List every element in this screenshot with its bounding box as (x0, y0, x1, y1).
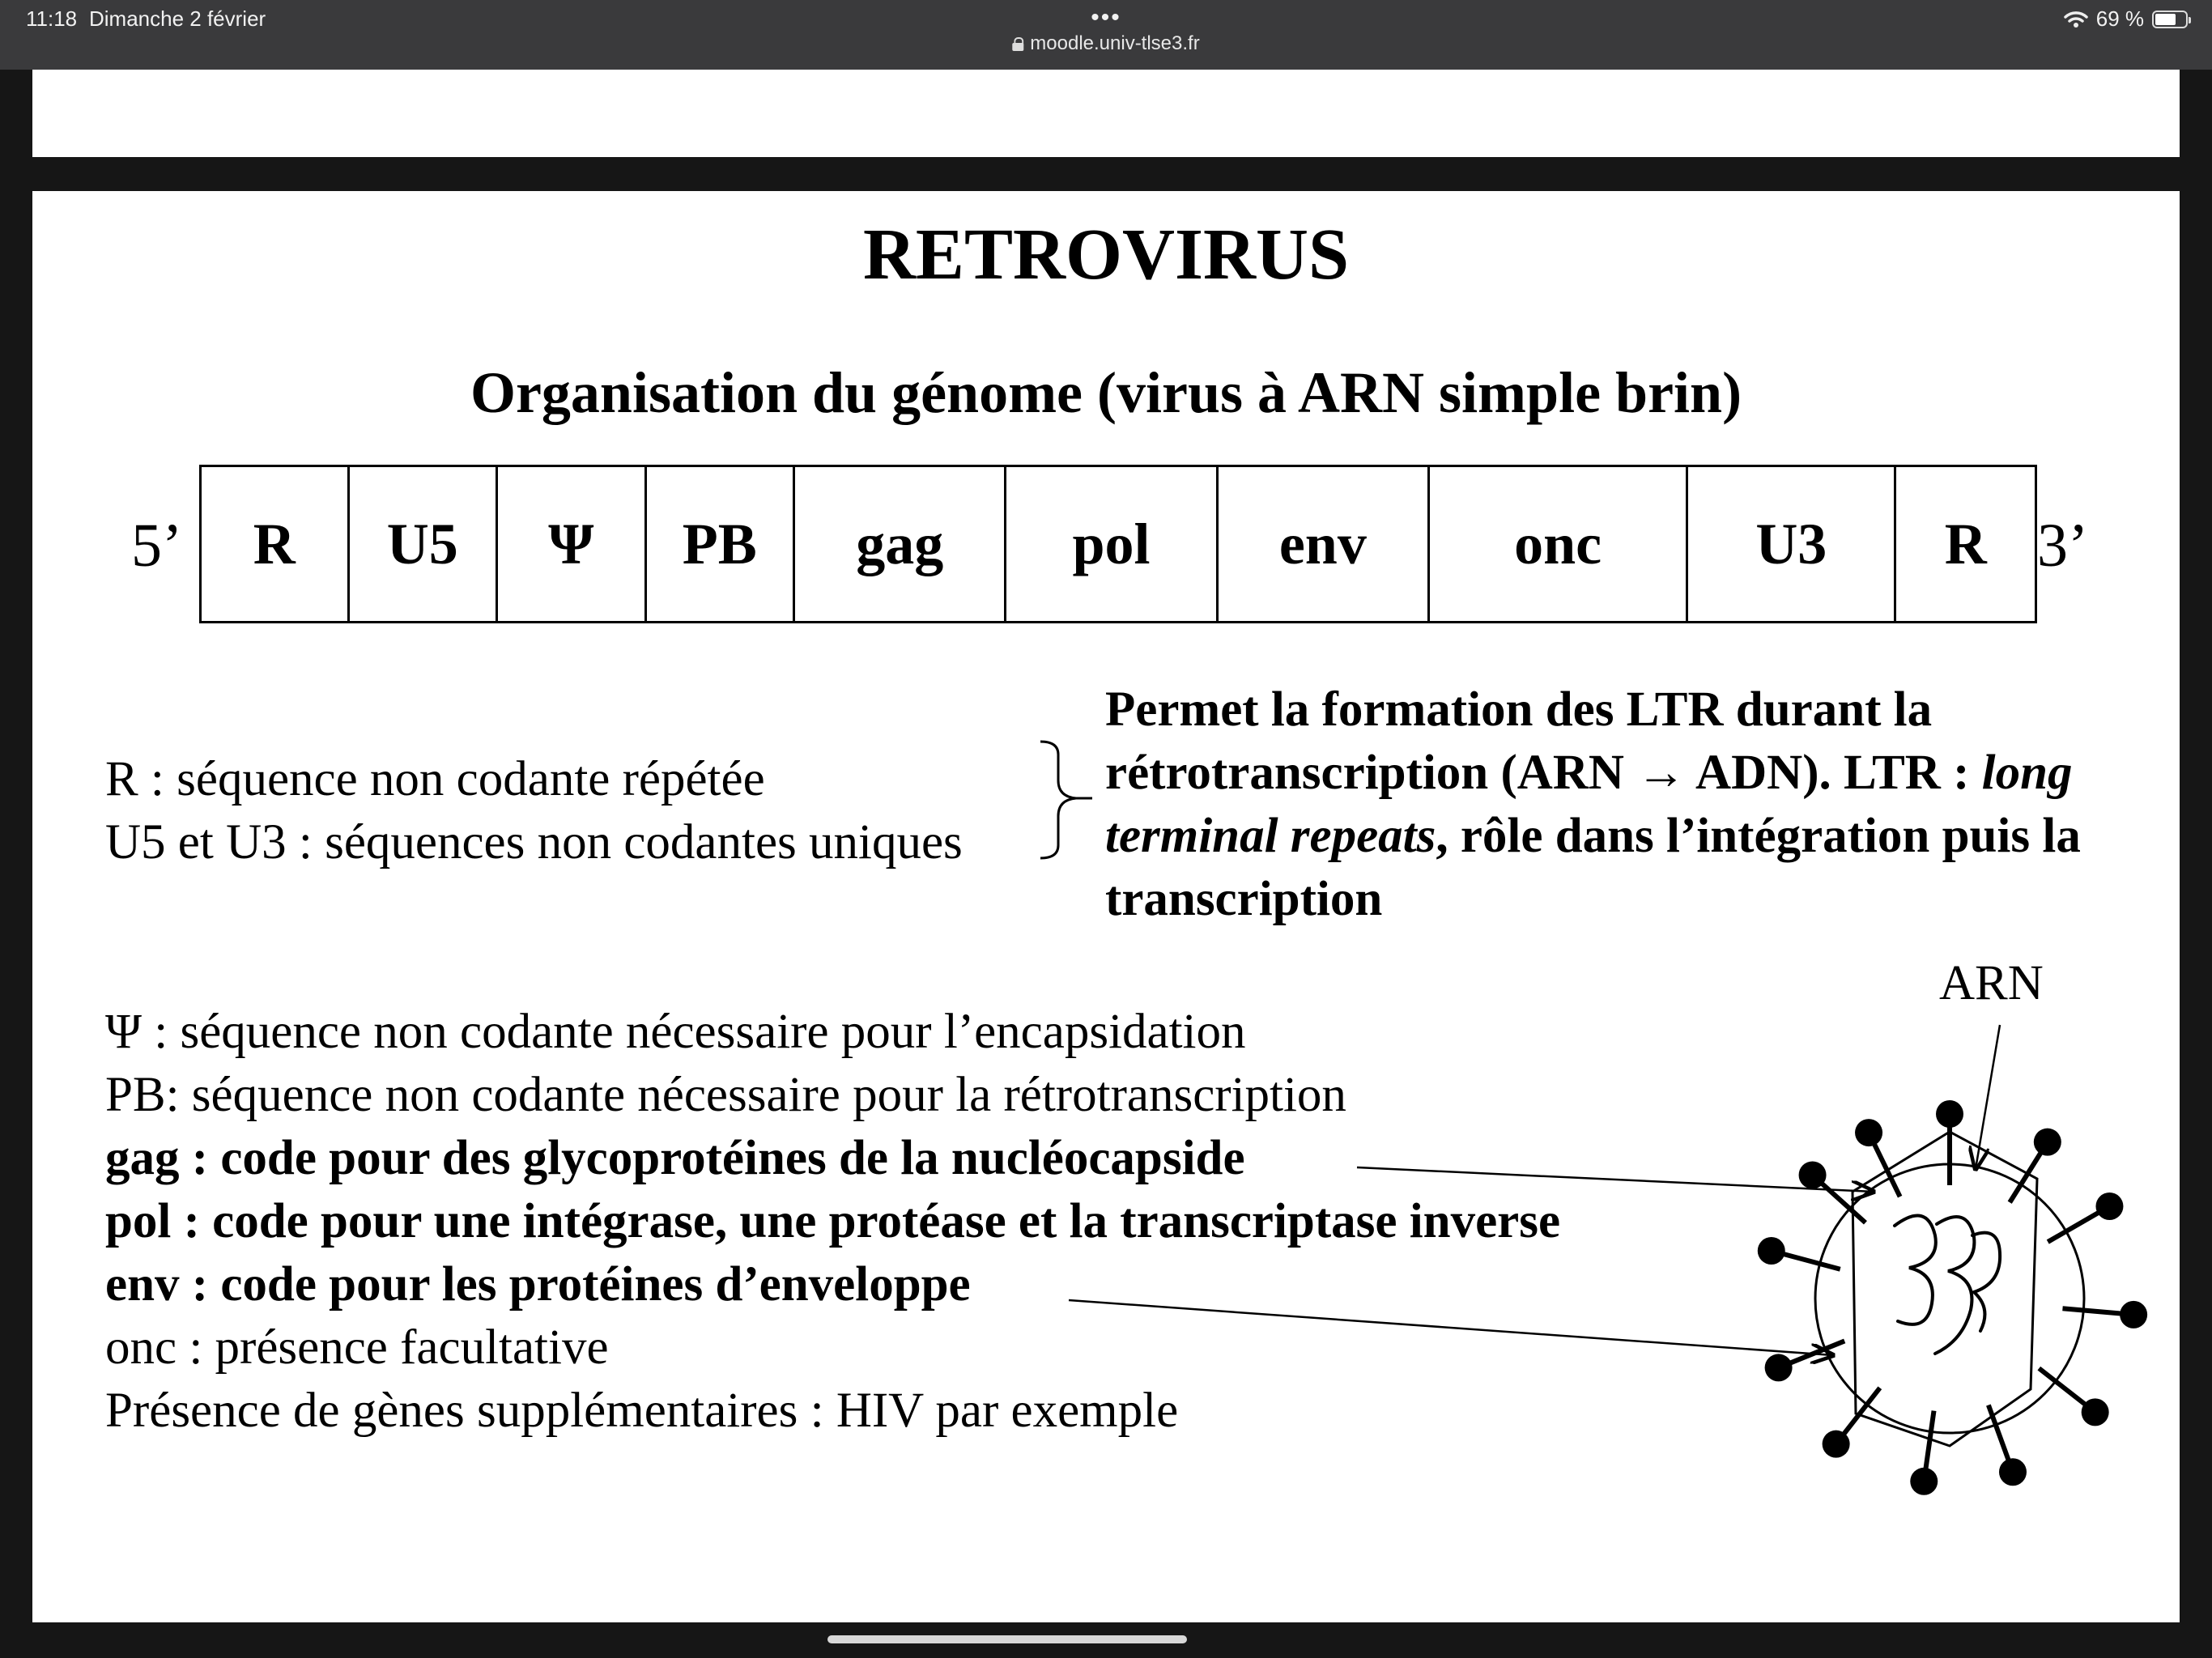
status-time: 11:18 (26, 6, 78, 31)
capsid-hexagon (1853, 1132, 2037, 1446)
gene-description-item: pol : code pour une intégrase, une protéase et la transcriptase inverse (105, 1194, 1561, 1248)
ltr-definition-u5-u3: U5 et U3 : séquences non codantes uniques (105, 815, 963, 869)
slide-subtitle: Organisation du génome (virus à ARN simple brin) (470, 360, 1742, 425)
genome-segment: R (253, 511, 296, 576)
gene-description-item: Ψ : séquence non codante nécessaire pour l’encapsidation (105, 1005, 1246, 1059)
gene-description-item: Présence de gènes supplémentaires : HIV par exemple (105, 1384, 1179, 1438)
spike-knob (1936, 1100, 1963, 1128)
address-bar[interactable] (1012, 32, 1199, 55)
genome-5-prime: 5’ (131, 512, 183, 580)
arrow-right-icon: → (1636, 746, 1687, 800)
spike-knob (2095, 1192, 2123, 1220)
slide-title: RETROVIRUS (862, 215, 1350, 295)
genome-segment: U5 (347, 467, 496, 621)
spike-stalk (1989, 1405, 2013, 1473)
gene-description-item: gag : code pour des glycoprotéines de la nucléocapside (105, 1131, 1245, 1185)
genome-segment: gag (793, 467, 1004, 621)
ltr-note-part2: ADN). LTR : (1686, 746, 1982, 800)
spike-stalk (2062, 1308, 2133, 1315)
status-indicators (2064, 6, 2188, 32)
ltr-note-part1: Permet la formation des LTR durant la rétrotranscription (ARN (1105, 682, 1933, 800)
spike-stalk (1836, 1388, 1880, 1443)
battery-icon (2152, 11, 2188, 28)
virus-arn-label: ARN (1939, 956, 2044, 1010)
spike-knob (1765, 1354, 1793, 1381)
spike-stalk (1924, 1411, 1933, 1482)
spike-stalk (1779, 1341, 1845, 1367)
ltr-note (1105, 678, 2174, 931)
gene-description-item: onc : présence facultative (105, 1320, 609, 1375)
wifi-icon (2064, 11, 2088, 28)
genome-segment: env (1216, 467, 1427, 621)
gene-description-item: env : code pour les protéines d’enveloppe (105, 1257, 971, 1312)
spike-stalk (1869, 1133, 1900, 1197)
spike-knob (1999, 1458, 2027, 1486)
spike-knob (1910, 1468, 1938, 1495)
genome-segment: PB (644, 467, 793, 621)
spike-stalk (1813, 1175, 1865, 1222)
spike-knob (1823, 1431, 1850, 1458)
genome-segment: Ψ (496, 467, 644, 621)
genome-segment: U3 (1686, 467, 1894, 621)
spike-stalk (1772, 1251, 1840, 1269)
curly-brace (1008, 735, 1105, 865)
genome-segment: onc (1427, 467, 1686, 621)
battery-percentage: 69 % (2095, 6, 2144, 31)
slide (32, 191, 2180, 1622)
multitasking-dots-icon[interactable]: ••• (1091, 4, 1121, 31)
previous-slide (32, 70, 2180, 157)
status-date: Dimanche 2 février (89, 6, 266, 31)
rna-strands (1895, 1216, 1974, 1354)
spike-knob (2082, 1398, 2109, 1426)
ltr-note-part3: , rôle dans l’intégration puis la transcription (1105, 809, 2081, 926)
spike-stalk (2010, 1142, 2048, 1203)
genome-segment: R (1894, 467, 2035, 621)
lock-icon (1012, 37, 1023, 50)
home-indicator[interactable] (827, 1635, 1187, 1643)
gene-description-item: PB: séquence non codante nécessaire pour la rétrotranscription (105, 1068, 1346, 1122)
genome-map (199, 465, 2037, 623)
ltr-definition-r: R : séquence non codante répétée (105, 752, 765, 806)
address-bar-url: moodle.univ-tlse3.fr (1030, 32, 1200, 54)
genome-segment: pol (1004, 467, 1215, 621)
envelope-spikes (1758, 1100, 2147, 1495)
spike-knob (1799, 1161, 1827, 1188)
spike-stalk (2039, 1368, 2095, 1412)
ltr-note-italic: long terminal repeats (1105, 746, 2073, 863)
spike-stalk (2048, 1206, 2109, 1242)
genome-3-prime: 3’ (2037, 512, 2089, 580)
status-bar (0, 0, 2212, 70)
virus-envelope (1815, 1164, 2084, 1433)
spike-knob (1758, 1237, 1785, 1265)
rna-strands-2 (1972, 1233, 2000, 1331)
spike-knob (2034, 1129, 2061, 1156)
spike-knob (1855, 1119, 1882, 1146)
spike-knob (2120, 1301, 2147, 1329)
